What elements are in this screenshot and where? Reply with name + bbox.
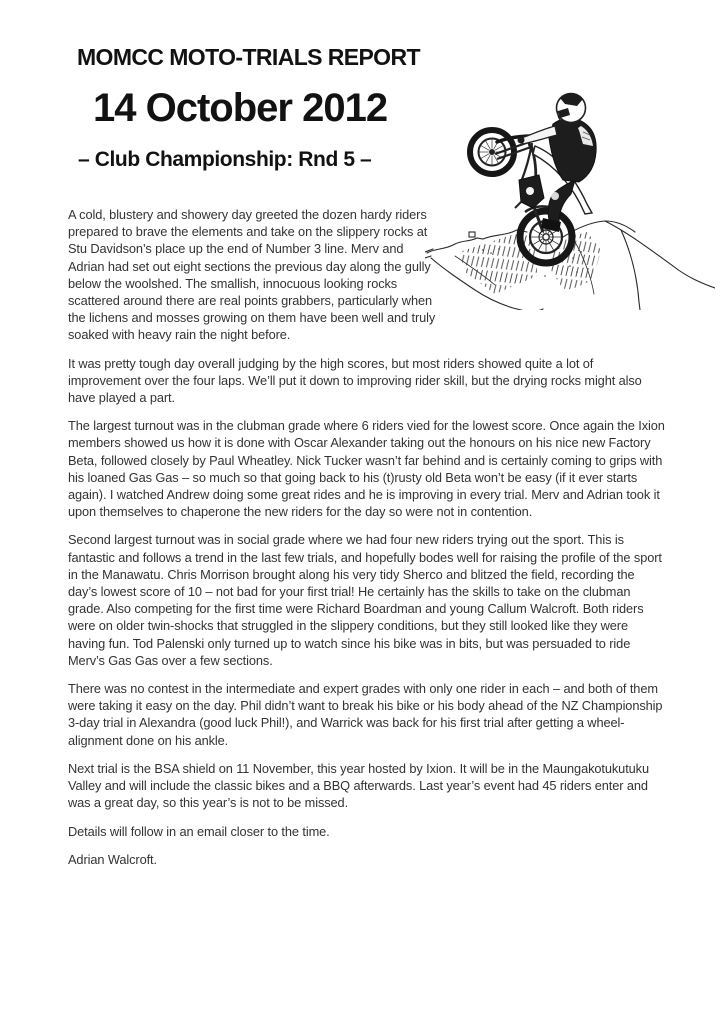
report-title: MOMCC MOTO-TRIALS REPORT xyxy=(77,44,420,70)
paragraph-intermediate-expert: There was no contest in the intermediate and expert grades with only one rider in each – and both of them were taking it easy on the day. Phil didn’t want to break his bike or his body ahead of the NZ Championship 3-day trial in Alexandra (good luck Phil!), and Warrick was back for his first trial after getting a wheel-alignment done on his ankle. xyxy=(68,681,663,748)
paragraph-overall: It was pretty tough day overall judging by the high scores, but most riders showed quite a lot of improvement over the four laps. We’ll put it down to improving rider skill, but the drying rocks might also have played a part. xyxy=(68,355,642,406)
report-body xyxy=(68,206,665,879)
signature: Adrian Walcroft. xyxy=(68,851,157,867)
report-subtitle: – Club Championship: Rnd 5 – xyxy=(78,148,372,171)
front-wheel xyxy=(470,130,514,174)
rider-glove xyxy=(518,137,525,144)
paragraph-next-trial: Next trial is the BSA shield on 11 November, this year hosted by Ixion. It will be in the Maungakotukutuku Valley and will include the classic bikes and a BBQ afterwards. Last year’s event had 45 riders enter and was a great day, so this year’s is not to be missed. xyxy=(68,760,649,811)
report-date: 14 October 2012 xyxy=(93,86,388,130)
paragraph-social: Second largest turnout was in social grade where we had four new riders trying out the sport. This is fantastic and follows a trend in the last few trials, and hopefully bodes well for raising the profile of the sport in the Manawatu. Chris Morrison brought along his very tidy Sherco and blitzed the field, recording the day’s lowest score of 10 – not bad for your first trial! He certainly has the skills to take on the clubman grade. Also competing for the first time were Richard Boardman and young Callum Walcroft. Both riders were on older twin-shocks that struggled in the slippery conditions, but they still looked like they were having fun. Tod Palenski only turned up to watch since his bike was in bits, but was persuaded to ride Merv’s Gas Gas over a few sections. xyxy=(68,532,662,668)
paragraph-details: Details will follow in an email closer to the time. xyxy=(68,823,330,839)
paragraph-intro: A cold, blustery and showery day greeted the dozen hardy riders prepared to brave the elements and take on the slippery rocks at Stu Davidson’s place up the end of Number 3 line. Merv and Adrian had set out eight sections the previous day along the gully below the woolshed. The smallish, innocuous looking rocks scattered around there are real points grabbers, particularly when the lichens and mosses growing on them have been well and truly soaked with heavy rain the night before. xyxy=(68,207,436,343)
paragraph-clubman: The largest turnout was in the clubman grade where 6 riders vied for the lowest score. Once again the Ixion members showed us how it is done with Oscar Alexander taking out the honours on his nice new Factory Beta, followed closely by Paul Wheatley. Nick Tucker wasn’t far behind and is certainly coming to grips with his loaned Gas Gas – so much so that going back to his (t)rusty old Beta won’t be easy (if it ever starts again). I watched Andrew doing some great rides and he is improving in every trial. Merv and Adrian took it upon themselves to chaperone the new riders for the day so were not in contention. xyxy=(68,418,665,520)
